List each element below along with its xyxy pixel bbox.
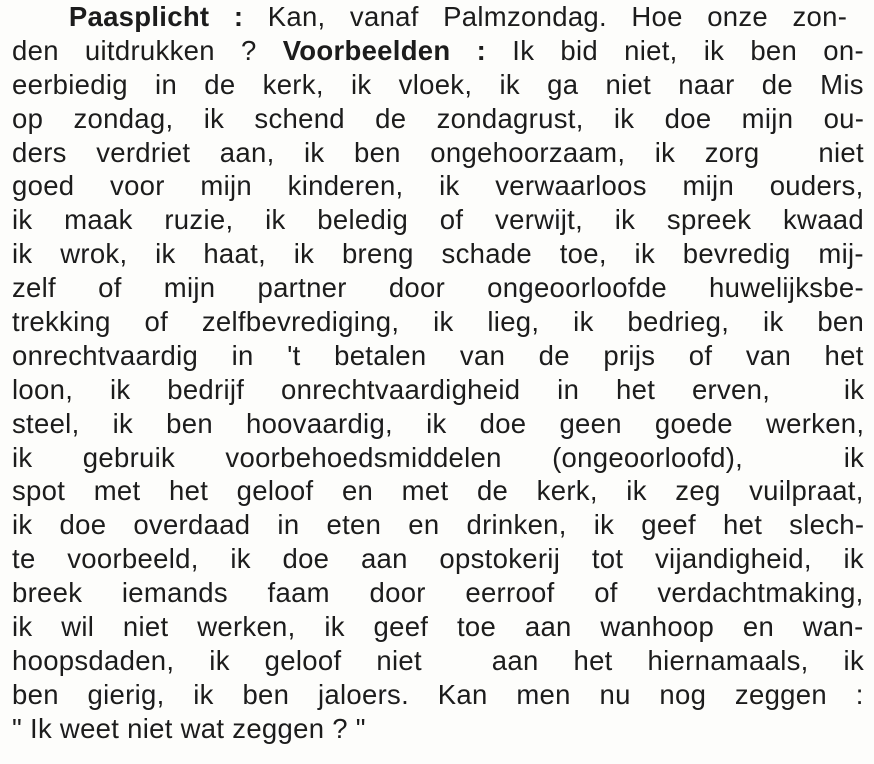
line-text: Kan, vanaf Palmzondag. Hoe onze zon-	[243, 1, 848, 32]
text-line: trekking of zelfbevrediging, ik lieg, ik bedrieg, ik ben	[12, 306, 865, 338]
text-line: ik doe overdaad in eten en drinken, ik geef het slech-	[12, 509, 865, 541]
text-line: breek iemands faam door eerroof of verdachtmaking,	[12, 577, 864, 609]
indent	[12, 1, 69, 32]
text-line: ik wil niet werken, ik geef toe aan wanhoop en wan-	[12, 611, 864, 643]
text-line: steel, ik ben hoovaardig, ik doe geen goede werken,	[12, 407, 865, 439]
text-line-last: " Ik weet niet wat zeggen ? "	[12, 712, 366, 744]
text-line	[12, 0, 864, 34]
text-line: te voorbeeld, ik doe aan opstokerij tot vijandigheid, ik	[12, 543, 864, 575]
heading-voorbeelden: Voorbeelden :	[282, 34, 487, 66]
text-line: ik gebruik voorbehoedsmiddelen (ongeoorloofd), ik	[12, 441, 865, 473]
text-line: ik wrok, ik haat, ik breng schade toe, ik bevredig mij-	[12, 238, 864, 270]
text-line: onrechtvaardig in 't betalen van de prijs of van het	[12, 339, 864, 371]
line-text: den uitdrukken ?	[12, 34, 283, 66]
text-line: ik maak ruzie, ik beledig of verwijt, ik spreek kwaad	[12, 204, 864, 236]
text-line: eerbiedig in de kerk, ik vloek, ik ga niet naar de Mis	[12, 68, 864, 100]
text-line: zelf of mijn partner door ongeoorloofde huwelijksbe-	[12, 272, 864, 304]
text-line: ben gierig, ik ben jaloers. Kan men nu nog zeggen :	[12, 678, 864, 710]
text-line: loon, ik bedrijf onrechtvaardigheid in het erven, ik	[12, 373, 865, 405]
text-line: op zondag, ik schend de zondagrust, ik doe mijn ou-	[12, 102, 865, 134]
line-text: Ik bid niet, ik ben on-	[486, 34, 864, 66]
article-text	[12, 0, 864, 746]
text-line: spot met het geloof en met de kerk, ik zeg vuilpraat,	[12, 475, 864, 507]
text-line: ders verdriet aan, ik ben ongehoorzaam, ik zorg niet	[12, 136, 864, 168]
heading-paasplicht: Paasplicht :	[68, 1, 244, 32]
text-line: hoopsdaden, ik geloof niet aan het hiernamaals, ik	[12, 644, 864, 676]
text-line: goed voor mijn kinderen, ik verwaarloos mijn ouders,	[12, 170, 864, 202]
text-line	[12, 34, 864, 68]
